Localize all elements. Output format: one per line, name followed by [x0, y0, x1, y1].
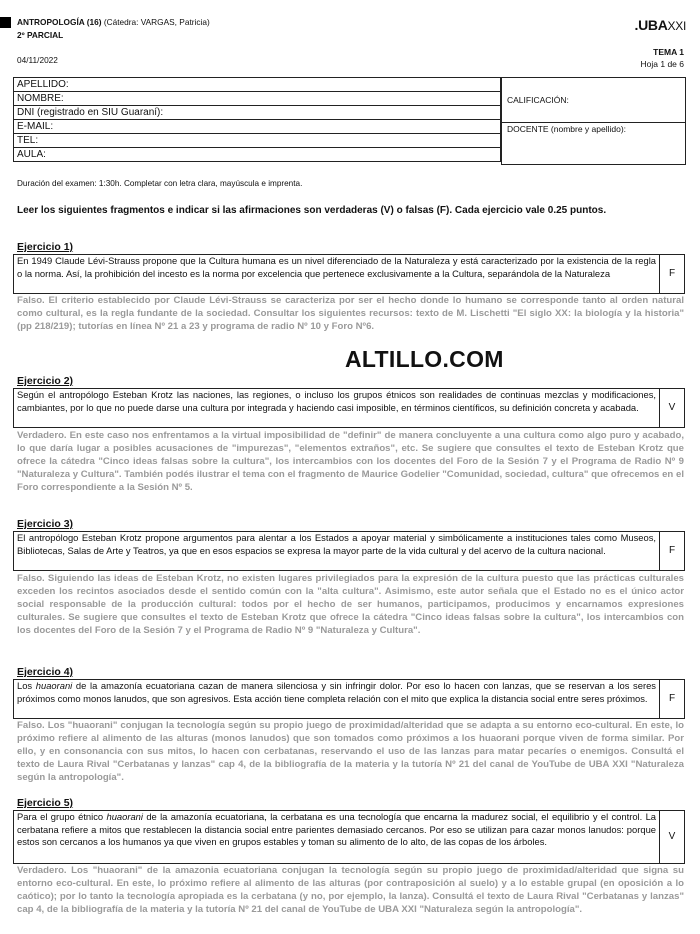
black-square-mark [0, 17, 11, 28]
exercise-3-answer[interactable]: F [668, 544, 676, 556]
exercise-1-answer[interactable]: F [668, 267, 676, 279]
exercise-2-title: Ejercicio 2) [17, 375, 74, 387]
dni-field[interactable]: DNI (registrado en SIU Guaraní): [14, 106, 501, 120]
exercise-4-statement: Los huaorani de la amazonía ecuatoriana cazan de manera silenciosa y sin infringir dolor. Por eso lo hacen con lanzas, que se reservan a los seres próximos como monos lanudos, que son agresivos. Esta acción tiene completa relación con el mito que explica la distancia social entre seres próximos. [14, 680, 660, 718]
apellido-field[interactable]: APELLIDO: [14, 78, 501, 92]
calificacion-label: CALIFICACIÓN: [507, 95, 569, 105]
altillo-watermark: ALTILLO.COM [345, 346, 504, 372]
docente-box[interactable] [501, 120, 686, 165]
email-field[interactable]: E-MAIL: [14, 120, 501, 134]
nombre-field[interactable]: NOMBRE: [14, 92, 501, 106]
exercise-3-statement: El antropólogo Esteban Krotz propone argumentos para alentar a los Estados a apoyar material y simbólicamente a instituciones tales como Museos, Bibliotecas, Salas de Arte y Teatros, ya que en esos espacios se expresa la mayor parte de la vida cultural y del acervo de la cultura nacional. [14, 532, 660, 570]
instructions: Leer los siguientes fragmentos e indicar si las afirmaciones son verdaderas (V) o falsas (F). Cada ejercicio vale 0.25 puntos. [17, 205, 607, 216]
exercise-1-title: Ejercicio 1) [17, 241, 74, 253]
course-line [17, 17, 210, 27]
exercise-3-statement-box [13, 531, 685, 571]
exercise-2-statement: Según el antropólogo Esteban Krotz las naciones, las regiones, o incluso los grupos étnicos son realidades de continuas mezclas y modificaciones, cambiantes, por lo que no puede darse una cultura por integrada y haciendo casi imposible, en términos científicos, su definición concreta y acabada. [14, 389, 660, 427]
course-title: ANTROPOLOGÍA (16) [17, 17, 102, 27]
exercise-2-statement-box [13, 388, 685, 428]
student-info-table [13, 77, 501, 162]
page-indicator: Hoja 1 de 6 [640, 59, 684, 69]
exercise-5-statement: Para el grupo étnico huaorani de la amazonía ecuatoriana, la cerbatana es una tecnología que encarna la madurez social, el equilibrio y el control. La cerbatana refiere a mitos que restablecen la distancia social entre parientes demasiado cercanos. Por eso se utilizan para cazar monos lanudos: porque estos son cercanos a los humanos ya que viven en grupos estables y toman su alimento de lo alto, de las copas de los árboles. [14, 811, 660, 863]
exercise-4-answer[interactable]: F [668, 692, 676, 704]
huaorani-term: huaorani [106, 811, 143, 822]
exercise-5-answer[interactable]: V [668, 830, 676, 842]
tel-field[interactable]: TEL: [14, 134, 501, 148]
exercise-1-statement-box [13, 254, 685, 294]
exercise-1-explanation: Falso. El criterio establecido por Claude Lévi-Strauss se caracteriza por ser el hecho donde lo humano se corresponde tanto al orden natural como cultural, es la regla fundante de la sociedad. Consultar los siguientes recursos: texto de M. Lischetti "El siglo XX: la biología y la historia" (pp 218/219); tutorías en línea Nº 21 a 23 y programa de radio Nº 10 y Foro Nº6. [17, 295, 684, 332]
exercise-2-explanation: Verdadero. En este caso nos enfrentamos a la virtual imposibilidad de "definir" de manera concluyente a una cultura como algo puro y acabado, lo que daría lugar a posibles acusaciones de "impurezas", "elementos extraños", etc. Se sugiere que consultes el texto de Esteban Krotz que ofrece la cátedra "Cinco ideas falsas sobre la cultura", los intercambios con los docentes del Foro de la Sesión 7 y el Programa de Radio Nº 9 "Naturaleza y Cultura". También podés ilustrar el tema con el fragmento de Maurice Godelier "Comunidad, sociedad, cultura" que ofrecemos en el Foro correspondiente a la Sesión Nº 5. [17, 430, 684, 493]
exercise-3-explanation: Falso. Siguiendo las ideas de Esteban Krotz, no existen lugares privilegiados para la expresión de la cultura puesto que las prácticas culturales exceden los recintos asociados desde el sentido común con la "alta cultura". Asimismo, este autor señala que el Estado no es el único actor social responsable de la producción cultural: todos por el hecho de ser humanos, participamos, producimos y encarnamos expresiones culturales. Se sugiere que consultes el texto de Esteban Krotz que ofrece la cátedra "Cinco ideas falsas sobre la cultura", los intercambios con los docentes del Foro de la Sesión 7 y el Programa de Radio Nº 9 "Naturaleza y Cultura". [17, 573, 684, 636]
exercise-5-explanation: Verdadero. Los "huaorani" de la amazonia ecuatoriana conjugan la tecnología según su propio juego de proximidad/alteridad que signa su entorno eco-cultural. En este, lo próximo refiere al alimento de las alturas (por contraposición al suelo) y a lo estable grupal (en oposición a lo caótico); por lo tanto la tecnología apropiada es la cerbatana (y no, por ejemplo, la lanza). Consultá el texto de Laura Rival "Cerbatanas y lanzas" cap 4, de la bibliografía de la materia y la tutoría Nº 21 del canal de YouTube de UBA XXI "Naturaleza según la antropología". [17, 865, 684, 915]
tema-label: TEMA 1 [653, 47, 684, 57]
exercise-5-statement-box [13, 810, 685, 864]
huaorani-term: huaorani [35, 680, 73, 691]
exercise-1-statement: En 1949 Claude Lévi-Strauss propone que la Cultura humana es un nivel diferenciado de la Naturaleza y está caracterizado por la existencia de la regla o la norma. Así, la prohibición del incesto es la norma por excelencia que pertenece exclusivamente a la Cultura, separándola de la Naturaleza [14, 255, 660, 293]
exercise-5-title: Ejercicio 5) [17, 797, 74, 809]
duration-note: Duración del examen: 1:30h. Completar con letra clara, mayúscula e imprenta. [17, 179, 303, 188]
exercise-4-explanation: Falso. Los "huaorani" conjugan la tecnología según su propio juego de proximidad/alteridad que se adapta a su entorno eco-cultural. En este, lo próximo refiere al alimento de las alturas (monos lanudos) que son tomados como próximos a los huaorani porque viven de forma similar. Por ello, y en consonancia con sus mitos, lo hacen con cerbatanas, reservando el uso de las lanzas para matar pecaríes o enemigos. Consultá el texto de Laura Rival "Cerbatanas y lanzas" cap 4, de la bibliografía de la materia y la tutoría Nº 21 del canal de YouTube de UBA XXI "Naturaleza según la antropología". [17, 720, 684, 783]
exercise-3-title: Ejercicio 3) [17, 518, 74, 530]
uba-xxi-logo: .UBAXXI [634, 17, 686, 33]
course-chair: (Cátedra: VARGAS, Patricia) [103, 17, 210, 27]
docente-label: DOCENTE (nombre y apellido): [507, 124, 627, 134]
exercise-2-answer[interactable]: V [668, 401, 676, 413]
aula-field[interactable]: AULA: [14, 148, 501, 162]
exam-date: 04/11/2022 [17, 55, 58, 65]
exercise-4-title: Ejercicio 4) [17, 666, 74, 678]
exam-name: 2º PARCIAL [17, 30, 64, 40]
exercise-4-statement-box [13, 679, 685, 719]
calificacion-box[interactable] [501, 77, 686, 123]
